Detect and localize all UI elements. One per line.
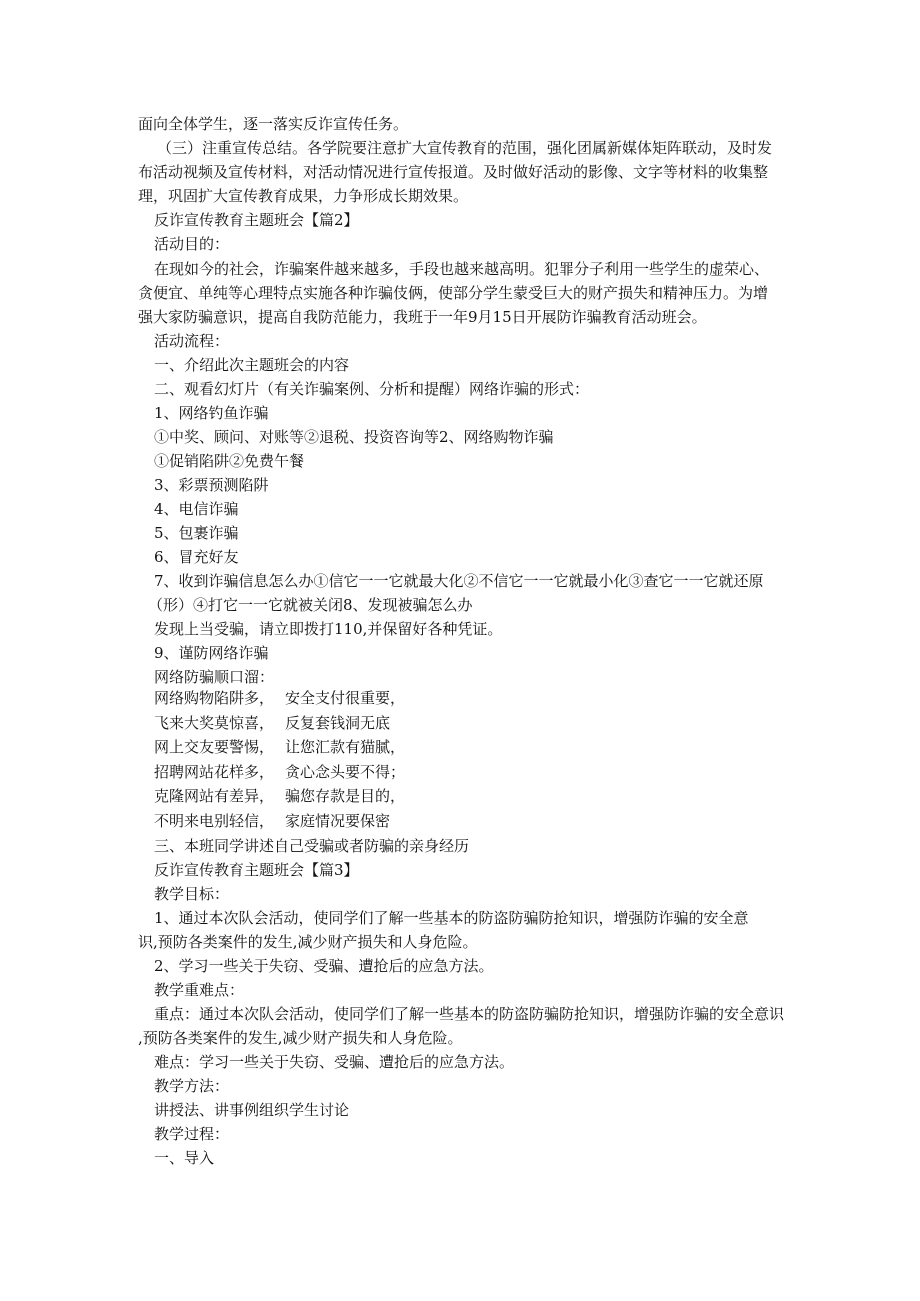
rhyme-right: 贪心念头要不得；: [285, 762, 406, 781]
text-line: 3、彩票预测陷阱: [154, 476, 269, 494]
text-line: 难点：学习一些关于失窃、受骗、遭抢后的应急方法。: [154, 1053, 515, 1071]
rhyme-right: 反复套钱洞无底: [285, 713, 391, 732]
text-line: 1、网络钓鱼诈骗: [154, 404, 269, 422]
text-line: 二、观看幻灯片（有关诈骗案例、分析和提醒）网络诈骗的形式：: [154, 380, 590, 398]
text-line: 布活动视频及宣传材料，对活动情况进行宣传报道。及时做好活动的影像、文字等材料的收集整: [138, 163, 769, 181]
text-line: 教学过程：: [154, 1125, 230, 1143]
rhyme-left: 飞来大奖莫惊喜，: [154, 713, 275, 732]
rhyme-left: 招聘网站花样多，: [154, 762, 275, 781]
text-line: 一、导入: [154, 1149, 215, 1167]
text-line: 讲授法、讲事例组织学生讨论: [154, 1101, 350, 1119]
text-line: ①中奖、顾问、对账等②退税、投资咨询等2、网络购物诈骗: [154, 428, 554, 446]
text-line: 5、包裹诈骗: [154, 524, 239, 542]
rhyme-left: 网络购物陷阱多，: [154, 689, 275, 707]
section-heading: 反诈宣传教育主题班会【篇3】: [154, 861, 359, 879]
text-line: 6、冒充好友: [154, 548, 239, 566]
text-line: 2、学习一些关于失窃、受骗、遭抢后的应急方法。: [154, 957, 494, 975]
rhyme-left: 不明来电别轻信，: [154, 811, 275, 830]
text-line: 网络防骗顺口溜：: [154, 668, 275, 686]
rhyme-right: 安全支付很重要，: [285, 689, 406, 707]
text-line: 7、收到诈骗信息怎么办①信它一一它就最大化②不信它一一它就最小化③查它一一它就还原: [154, 572, 764, 590]
text-line: 贪便宜、单纯等心理特点实施各种诈骗伎俩，使部分学生蒙受巨大的财产损失和精神压力。为增: [138, 284, 769, 302]
text-line: 强大家防骗意识，提高自我防范能力，我班于一年9月15日开展防诈骗教育活动班会。: [138, 308, 707, 326]
text-line: 教学目标：: [154, 885, 230, 903]
text-line: 在现如今的社会，诈骗案件越来越多，手段也越来越高明。犯罪分子利用一些学生的虚荣心、: [154, 260, 770, 278]
rhyme-right: 让您汇款有猫腻，: [285, 738, 406, 757]
text-line: 9、谨防网络诈骗: [154, 644, 269, 662]
text-line: 教学重难点：: [154, 981, 245, 999]
text-line: 发现上当受骗，请立即拨打110,并保留好各种凭证。: [154, 620, 503, 638]
text-line: ①促销陷阱②免费午餐: [154, 452, 305, 470]
rhyme-left: 网上交友要警惕，: [154, 738, 275, 757]
text-line: 三、本班同学讲述自己受骗或者防骗的亲身经历: [154, 837, 470, 855]
rhyme-left: 克隆网站有差异，: [154, 787, 275, 806]
rhyme-right: 骗您存款是目的，: [285, 787, 406, 806]
text-line: （三）注重宣传总结。各学院要注意扩大宣传教育的范围，强化团属新媒体矩阵联动，及时发: [157, 139, 773, 157]
text-line: 活动流程：: [154, 332, 230, 350]
text-line: 一、介绍此次主题班会的内容: [154, 356, 350, 374]
text-line: 1、通过本次队会活动，使同学们了解一些基本的防盗防骗防抢知识，增强防诈骗的安全意: [154, 909, 749, 927]
text-line: ,预防各类案件的发生,减少财产损失和人身危险。: [138, 1029, 463, 1047]
text-line: 识,预防各类案件的发生,减少财产损失和人身危险。: [138, 933, 478, 951]
section-heading: 反诈宣传教育主题班会【篇2】: [154, 211, 359, 229]
text-line: 教学方法：: [154, 1077, 230, 1095]
text-line: 重点：通过本次队会活动，使同学们了解一些基本的防盗防骗防抢知识，增强防诈骗的安全意识: [154, 1005, 785, 1023]
text-line: 活动目的：: [154, 235, 230, 253]
text-line: 理，巩固扩大宣传教育成果，力争形成长期效果。: [138, 187, 469, 205]
text-line: （形）④打它一一它就被关闭8、发现被骗怎么办: [148, 596, 473, 614]
text-line: 面向全体学生，逐一落实反诈宣传任务。: [138, 115, 409, 133]
text-line: 4、电信诈骗: [154, 500, 239, 518]
rhyme-right: 家庭情况要保密: [285, 811, 391, 830]
